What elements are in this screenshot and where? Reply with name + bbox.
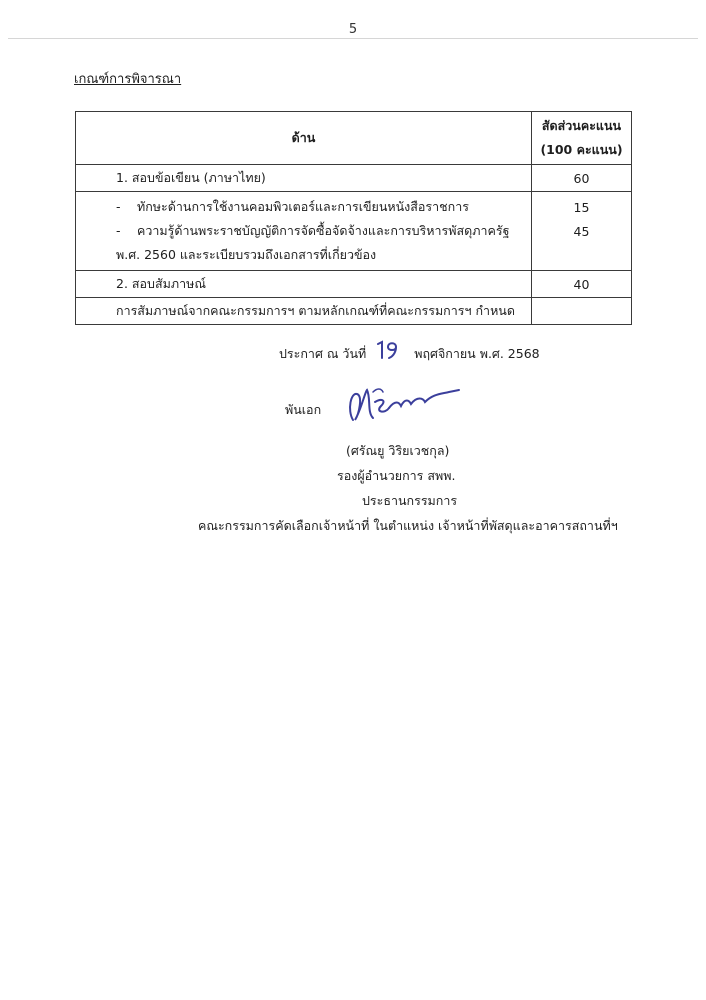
header-score xyxy=(532,112,632,165)
announcement-date xyxy=(279,344,540,364)
section1-item-scores xyxy=(532,192,632,271)
section1-score: 60 xyxy=(532,165,632,192)
table-header-row xyxy=(76,112,632,165)
section2-detail-score xyxy=(532,298,632,325)
header-rule xyxy=(8,38,698,39)
section2-score: 40 xyxy=(532,271,632,298)
handwritten-day xyxy=(374,339,402,361)
signatory-position: รองผู้อำนวยการ สพพ. xyxy=(337,468,456,483)
list-item xyxy=(76,219,531,243)
item-text-continued: พ.ศ. 2560 และระเบียบรวมถึงเอกสารที่เกี่ยวข้อง xyxy=(116,247,377,262)
announcement-suffix: พฤศจิกายน พ.ศ. 2568 xyxy=(414,346,540,361)
criteria-heading: เกณฑ์การพิจารณา xyxy=(74,72,182,87)
announcement-prefix: ประกาศ ณ วันที่ xyxy=(279,346,367,361)
list-item xyxy=(76,192,531,219)
table-row xyxy=(76,271,632,298)
item-text: ความรู้ด้านพระราชบัญญัติการจัดซื้อจัดจ้างและการบริหารพัสดุภาครัฐ xyxy=(137,223,510,238)
header-score-line2: (100 คะแนน) xyxy=(540,142,623,157)
header-aspect: ด้าน xyxy=(76,112,532,165)
item-score: 15 xyxy=(573,200,590,215)
signatory-role: ประธานกรรมการ xyxy=(362,493,458,508)
section2-detail: การสัมภาษณ์จากคณะกรรมการฯ ตามหลักเกณฑ์ที่คณะกรรมการฯ กำหนด xyxy=(76,298,532,325)
table-row xyxy=(76,192,632,271)
item-score: 45 xyxy=(573,224,590,239)
section1-title: 1. สอบข้อเขียน (ภาษาไทย) xyxy=(76,165,532,192)
table-row xyxy=(76,165,632,192)
handwritten-signature xyxy=(345,380,465,430)
page-number: 5 xyxy=(348,22,358,37)
table-row xyxy=(76,298,632,325)
signatory-rank: พันเอก xyxy=(285,402,322,417)
section2-title: 2. สอบสัมภาษณ์ xyxy=(76,271,532,298)
item-text: ทักษะด้านการใช้งานคอมพิวเตอร์และการเขียนหนังสือราชการ xyxy=(137,199,469,214)
signatory-name: (ศรัณยู วิริยเวชกุล) xyxy=(346,443,450,458)
header-score-line1: สัดส่วนคะแนน xyxy=(541,118,622,133)
criteria-table xyxy=(75,111,632,325)
item-dash: - xyxy=(116,199,121,214)
section1-items xyxy=(76,192,532,271)
committee-title: คณะกรรมการคัดเลือกเจ้าหน้าที่ ในตำแหน่ง เจ้าหน้าที่พัสดุและอาคารสถานที่ฯ xyxy=(198,518,618,533)
item-dash: - xyxy=(116,223,121,238)
